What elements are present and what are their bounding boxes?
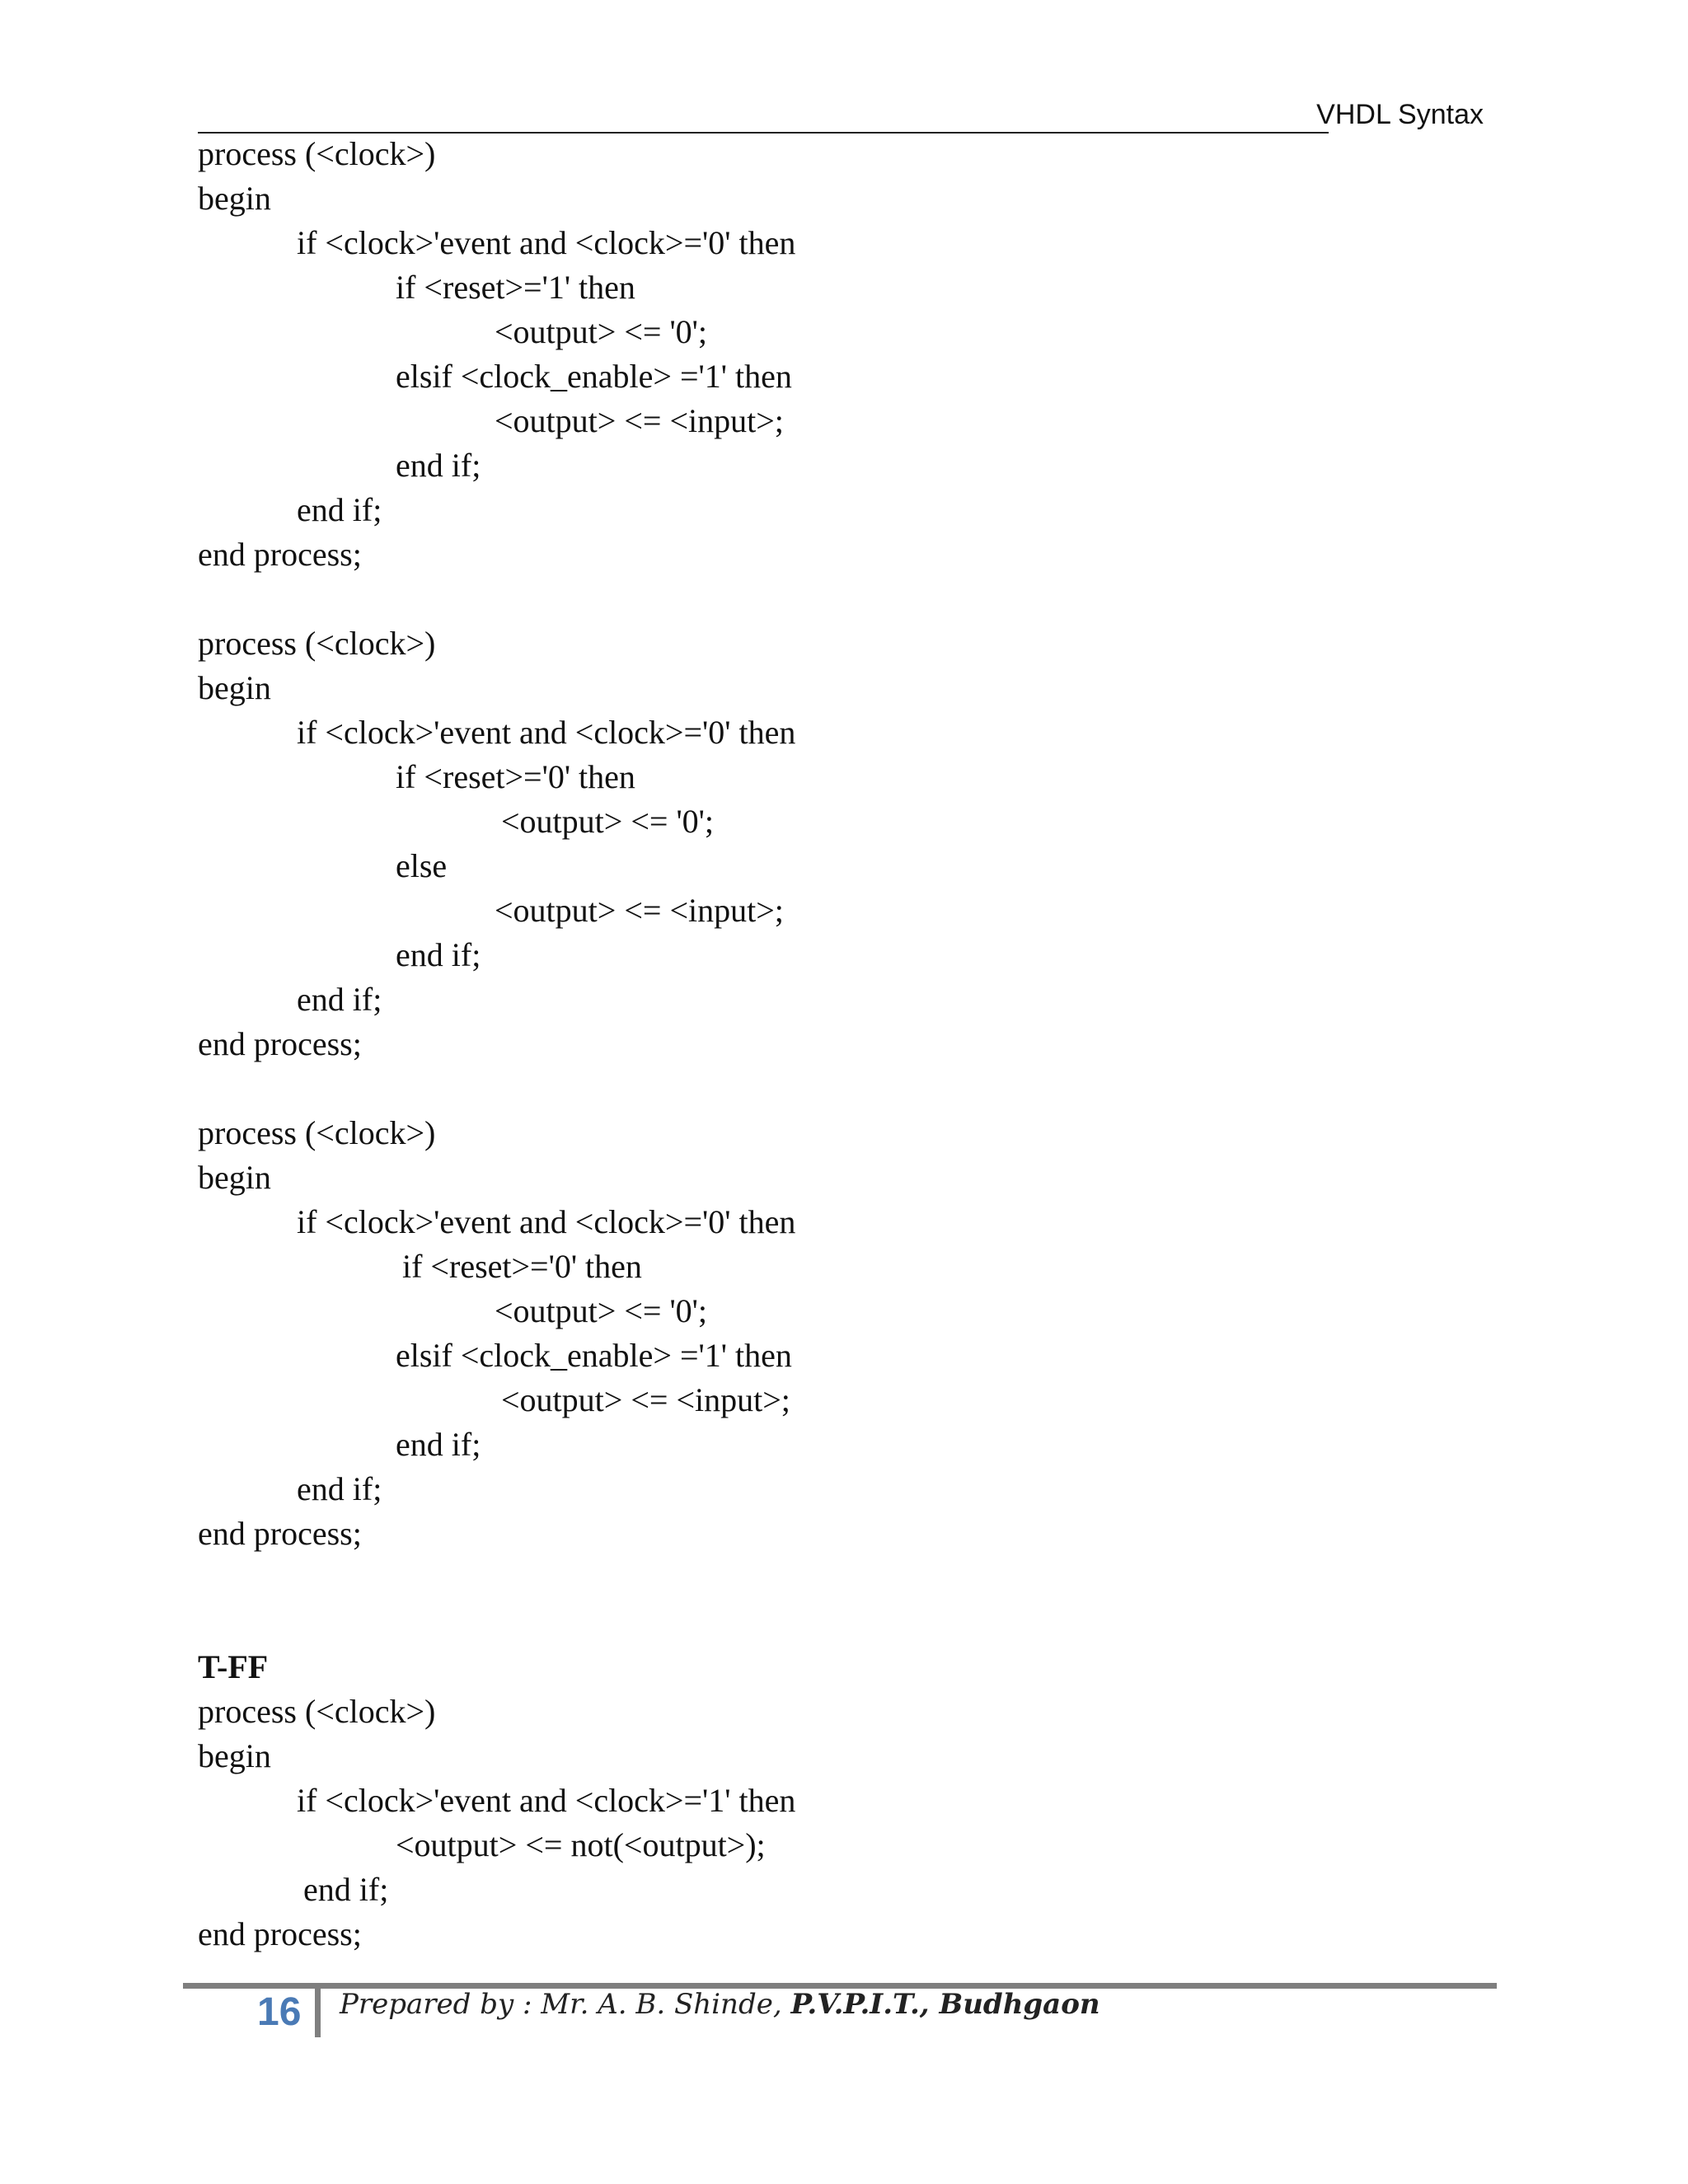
code-line: end if; — [396, 1426, 481, 1463]
code-line: begin — [198, 180, 271, 217]
code-line: <output> <= '0'; — [495, 313, 707, 350]
code-line: if <reset>='1' then — [396, 269, 635, 306]
code-line: process (<clock>) — [198, 1114, 436, 1151]
code-line: elsif <clock_enable> ='1' then — [396, 358, 792, 395]
code-line: <output> <= '0'; — [495, 1292, 707, 1329]
code-line: if <reset>='0' then — [402, 1248, 642, 1285]
code-line: end process; — [198, 1025, 362, 1062]
code-line: process (<clock>) — [198, 135, 436, 172]
code-line: <output> <= not(<output>); — [396, 1826, 766, 1863]
code-line: else — [396, 847, 448, 884]
footer-divider — [315, 1988, 321, 2037]
code-line: process (<clock>) — [198, 625, 436, 662]
code-line: <output> <= <input>; — [495, 892, 784, 929]
code-line: end process; — [198, 1915, 362, 1952]
code-line: end if; — [303, 1871, 389, 1908]
code-line: begin — [198, 1159, 271, 1196]
code-line: begin — [198, 1737, 271, 1774]
footer-credit — [340, 1988, 1100, 2021]
code-line: if <clock>'event and <clock>='0' then — [297, 224, 796, 261]
code-line: end process; — [198, 536, 362, 573]
code-line: process (<clock>) — [198, 1693, 436, 1730]
code-line: end if; — [297, 1470, 382, 1507]
code-line: if <clock>'event and <clock>='0' then — [297, 714, 796, 751]
code-line: if <clock>'event and <clock>='0' then — [297, 1203, 796, 1240]
code-line: end if; — [297, 491, 382, 528]
code-line: elsif <clock_enable> ='1' then — [396, 1337, 792, 1374]
code-line: if <reset>='0' then — [396, 758, 635, 795]
institution: P.V.P.I.T., Budhgaon — [790, 1988, 1100, 2021]
section-heading: T-FF — [198, 1648, 269, 1685]
code-line: <output> <= <input>; — [501, 1381, 790, 1418]
prepared-by: Prepared by : Mr. A. B. Shinde, — [340, 1988, 782, 2021]
code-line: <output> <= '0'; — [501, 803, 714, 840]
page-number: 16 — [257, 1990, 302, 2034]
code-line: end if; — [297, 981, 382, 1018]
header-title: VHDL Syntax — [1316, 99, 1484, 130]
code-line: end if; — [396, 936, 481, 973]
code-line: begin — [198, 669, 271, 706]
code-line: end process; — [198, 1515, 362, 1552]
code-line: <output> <= <input>; — [495, 402, 784, 439]
code-line: if <clock>'event and <clock>='1' then — [297, 1782, 796, 1819]
code-line: end if; — [396, 447, 481, 484]
